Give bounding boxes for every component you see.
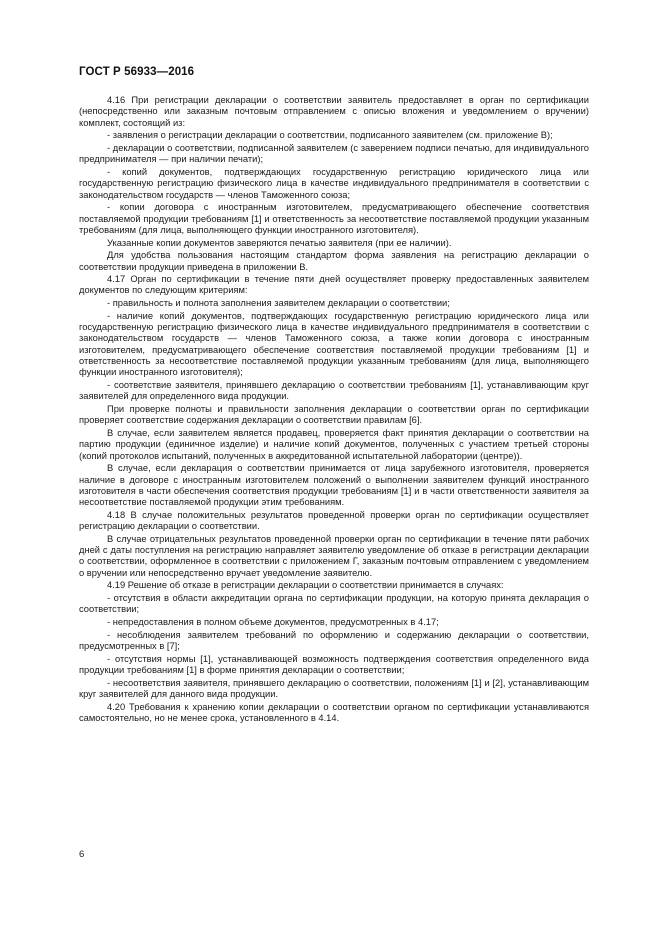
paragraph: В случае, если декларация о соответствии принимается от лица зарубежного изготовителя, проверяется наличие в договоре с иностранным изготовителем положений о выполнении заявителем функций иностранного изготовителя в части обеспечения соответствия продукции требованиям [1] и в части ответственности заявителя за несоответствие поставляемой продукции этим требованиям. [79,463,589,508]
paragraph: При проверке полноты и правильности заполнения декларации о соответствии орган по сертификации проверяет соответствие содержания декларации о соответствии правилам [6]. [79,404,589,426]
paragraph: Указанные копии документов заверяются печатью заявителя (при ее наличии). [107,237,452,248]
list-item: - заявления о регистрации декларации о соответствии, подписанного заявителем (см. приложение В); [107,130,553,141]
list-item: - соответствие заявителя, принявшего декларацию о соответствии требованиям [1], устанавливающим круг заявителей для определенного вида продукции. [79,380,589,402]
document-body [79,95,589,726]
list-item: - несоблюдения заявителем требований по оформлению и содержанию декларации о соответствии, предусмотренных в [7]; [79,629,589,652]
page-number: 6 [79,849,85,860]
paragraph: В случае отрицательных результатов проведенной проверки орган по сертификации в течение пяти рабочих дней с даты поступления на регистрацию направляет заявителю уведомление об отказе в регистрации декларации о соответствии, оформленное в соответствии с приложением Г, заказным почтовым отправлением с уведомлением о вручении или непосредственно вручает уведомление заявителю. [79,533,589,578]
list-item: - правильность и полнота заполнения заявителем декларации о соответствии; [107,298,450,309]
list-item: - декларации о соответствии, подписанной заявителем (с заверением подписи печатью, для индивидуального предпринимателя — при наличии печати); [79,142,589,165]
list-item: - непредоставления в полном объеме документов, предусмотренных в 4.17; [107,617,439,628]
list-item: - копии договора с иностранным изготовителем, предусматривающего обеспечение соответствия поставляемой продукции требованиям [1] и ответственность за несоответствие поставляемой продукции указанным требованиям (для лица, выполняющего функции иностранного изготовителя). [79,202,589,235]
list-item: - копий документов, подтверждающих государственную регистрацию юридического лица или государственную регистрацию физического лица в качестве индивидуального предпринимателя в соответствии с законодательством государств — членов Таможенного союза; [79,166,589,200]
list-item: - наличие копий документов, подтверждающих государственную регистрацию юридического лица или государственную регистрацию физического лица в качестве индивидуального предпринимателя в соответствии с законодательством государств — членов Таможенного союза, а также копии договора с иностранным изготовителем, предусматривающего обеспечение соответствия поставляемой продукции требованиям [1] и ответственность за несоответствие поставляемой продукции указанным требованиям (для лица, выполняющего функции иностранного изготовителя); [79,310,589,378]
paragraph: 4.17 Орган по сертификации в течение пяти дней осуществляет проверку предоставленных заявителем документов по следующим критериям: [79,274,589,296]
paragraph: 4.19 Решение об отказе в регистрации декларации о соответствии принимается в случаях: [107,580,504,591]
paragraph: 4.16 При регистрации декларации о соответствии заявитель предоставляет в орган по сертификации (непосредственно или заказным почтовым отправлением с описью вложения и уведомлением о вручении) комплект, состоящий из: [79,95,589,128]
page-header-title: ГОСТ Р 56933—2016 [79,66,195,78]
list-item: - отсутствия нормы [1], устанавливающей возможность подтверждения соответствия определенного вида продукции требованиям [1] в форме принятия декларации о соответствии; [79,653,589,676]
paragraph: 4.18 В случае положительных результатов проведенной проверки орган по сертификации осуществляет регистрацию декларации о соответствии. [79,509,589,532]
list-item: - несоответствия заявителя, принявшего декларацию о соответствии, положениям [1] и [2], устанавливающим круг заявителей для данного вида продукции. [79,677,589,700]
paragraph: 4.20 Требования к хранению копии декларации о соответствии органом по сертификации устанавливаются самостоятельно, но не менее срока, установленного в 4.14. [79,701,589,724]
list-item: - отсутствия в области аккредитации органа по сертификации продукции, на которую принята декларация о соответствии; [79,593,589,615]
paragraph: В случае, если заявителем является продавец, проверяется факт принятия декларации о соответствии на партию продукции (единичное изделие) и наличие копий документов, полученных с участием третьей стороны (копий протоколов испытаний, полученных в аккредитованной испытательной лаборатории (центре)). [79,428,589,461]
paragraph: Для удобства пользования настоящим стандартом форма заявления на регистрацию декларации о соответствии продукции приведена в приложении В. [79,250,589,272]
